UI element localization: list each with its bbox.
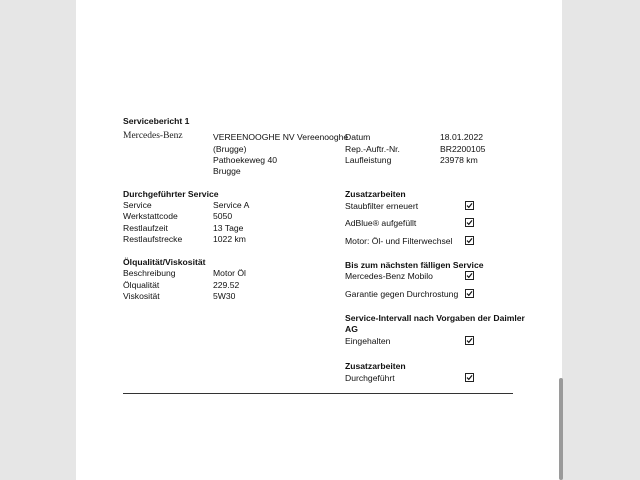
next-service-label-mobilo: Mercedes-Benz Mobilo <box>345 271 433 281</box>
extra-work-heading: Zusatzarbeiten <box>345 189 406 199</box>
meta-label-mileage: Laufleistung <box>345 155 392 165</box>
meta-value-order: BR2200105 <box>440 144 486 154</box>
checkmark-icon <box>466 374 473 381</box>
extra-work-label-oil-change: Motor: Öl- und Filterwechsel <box>345 236 453 246</box>
checkbox-rust-warranty[interactable] <box>465 289 474 298</box>
meta-value-date: 18.01.2022 <box>440 132 484 142</box>
interval-heading-cont: AG <box>345 324 358 334</box>
oil-viscosity-value: 5W30 <box>213 291 236 301</box>
extra-work-label-adblue: AdBlue® aufgefüllt <box>345 218 417 228</box>
checkmark-icon <box>466 219 473 226</box>
scrollbar-thumb[interactable] <box>559 378 563 480</box>
service-heading: Durchgeführter Service <box>123 189 219 199</box>
checkmark-icon <box>466 237 473 244</box>
remaining-distance-label: Restlaufstrecke <box>123 234 183 244</box>
checkmark-icon <box>466 272 473 279</box>
oil-quality-label: Ölqualität <box>123 280 160 290</box>
next-service-label-rust-warranty: Garantie gegen Durchrostung <box>345 289 459 299</box>
extra-work-2-label-performed: Durchgeführt <box>345 373 395 383</box>
bottom-divider <box>123 393 513 394</box>
checkbox-oil-change[interactable] <box>465 236 474 245</box>
remaining-distance-value: 1022 km <box>213 234 246 244</box>
checkbox-dust-filter[interactable] <box>465 201 474 210</box>
service-value: Service A <box>213 200 250 210</box>
oil-viscosity-label: Viskosität <box>123 291 160 301</box>
checkmark-icon <box>466 202 473 209</box>
next-service-heading: Bis zum nächsten fälligen Service <box>345 260 484 270</box>
extra-work-label-dust-filter: Staubfilter erneuert <box>345 201 419 211</box>
meta-value-mileage: 23978 km <box>440 155 478 165</box>
extra-work-2-heading: Zusatzarbeiten <box>345 361 406 371</box>
dealer-name-suffix: (Brugge) <box>213 144 247 154</box>
checkmark-icon <box>466 337 473 344</box>
checkbox-performed[interactable] <box>465 373 474 382</box>
checkmark-icon <box>466 290 473 297</box>
dealer-street: Pathoekeweg 40 <box>213 155 278 165</box>
checkbox-mobilo[interactable] <box>465 271 474 280</box>
service-label: Service <box>123 200 152 210</box>
interval-heading: Service-Intervall nach Vorgaben der Daimler <box>345 313 525 323</box>
remaining-time-label: Restlaufzeit <box>123 223 168 233</box>
oil-description-value: Motor Öl <box>213 268 246 278</box>
remaining-time-value: 13 Tage <box>213 223 244 233</box>
meta-label-date: Datum <box>345 132 371 142</box>
oil-heading: Ölqualität/Viskosität <box>123 257 206 267</box>
oil-quality-value: 229.52 <box>213 280 240 290</box>
checkbox-complied[interactable] <box>465 336 474 345</box>
dealer-city: Brugge <box>213 166 241 176</box>
report-title: Servicebericht 1 <box>123 116 190 126</box>
oil-description-label: Beschreibung <box>123 268 176 278</box>
brand-logo-text: Mercedes-Benz <box>123 131 183 141</box>
interval-label-complied: Eingehalten <box>345 336 391 346</box>
checkbox-adblue[interactable] <box>465 218 474 227</box>
workshop-code-label: Werkstattcode <box>123 211 178 221</box>
workshop-code-value: 5050 <box>213 211 233 221</box>
meta-label-order: Rep.-Auftr.-Nr. <box>345 144 400 154</box>
dealer-name: VEREENOOGHE NV Vereenooghe <box>213 132 349 142</box>
